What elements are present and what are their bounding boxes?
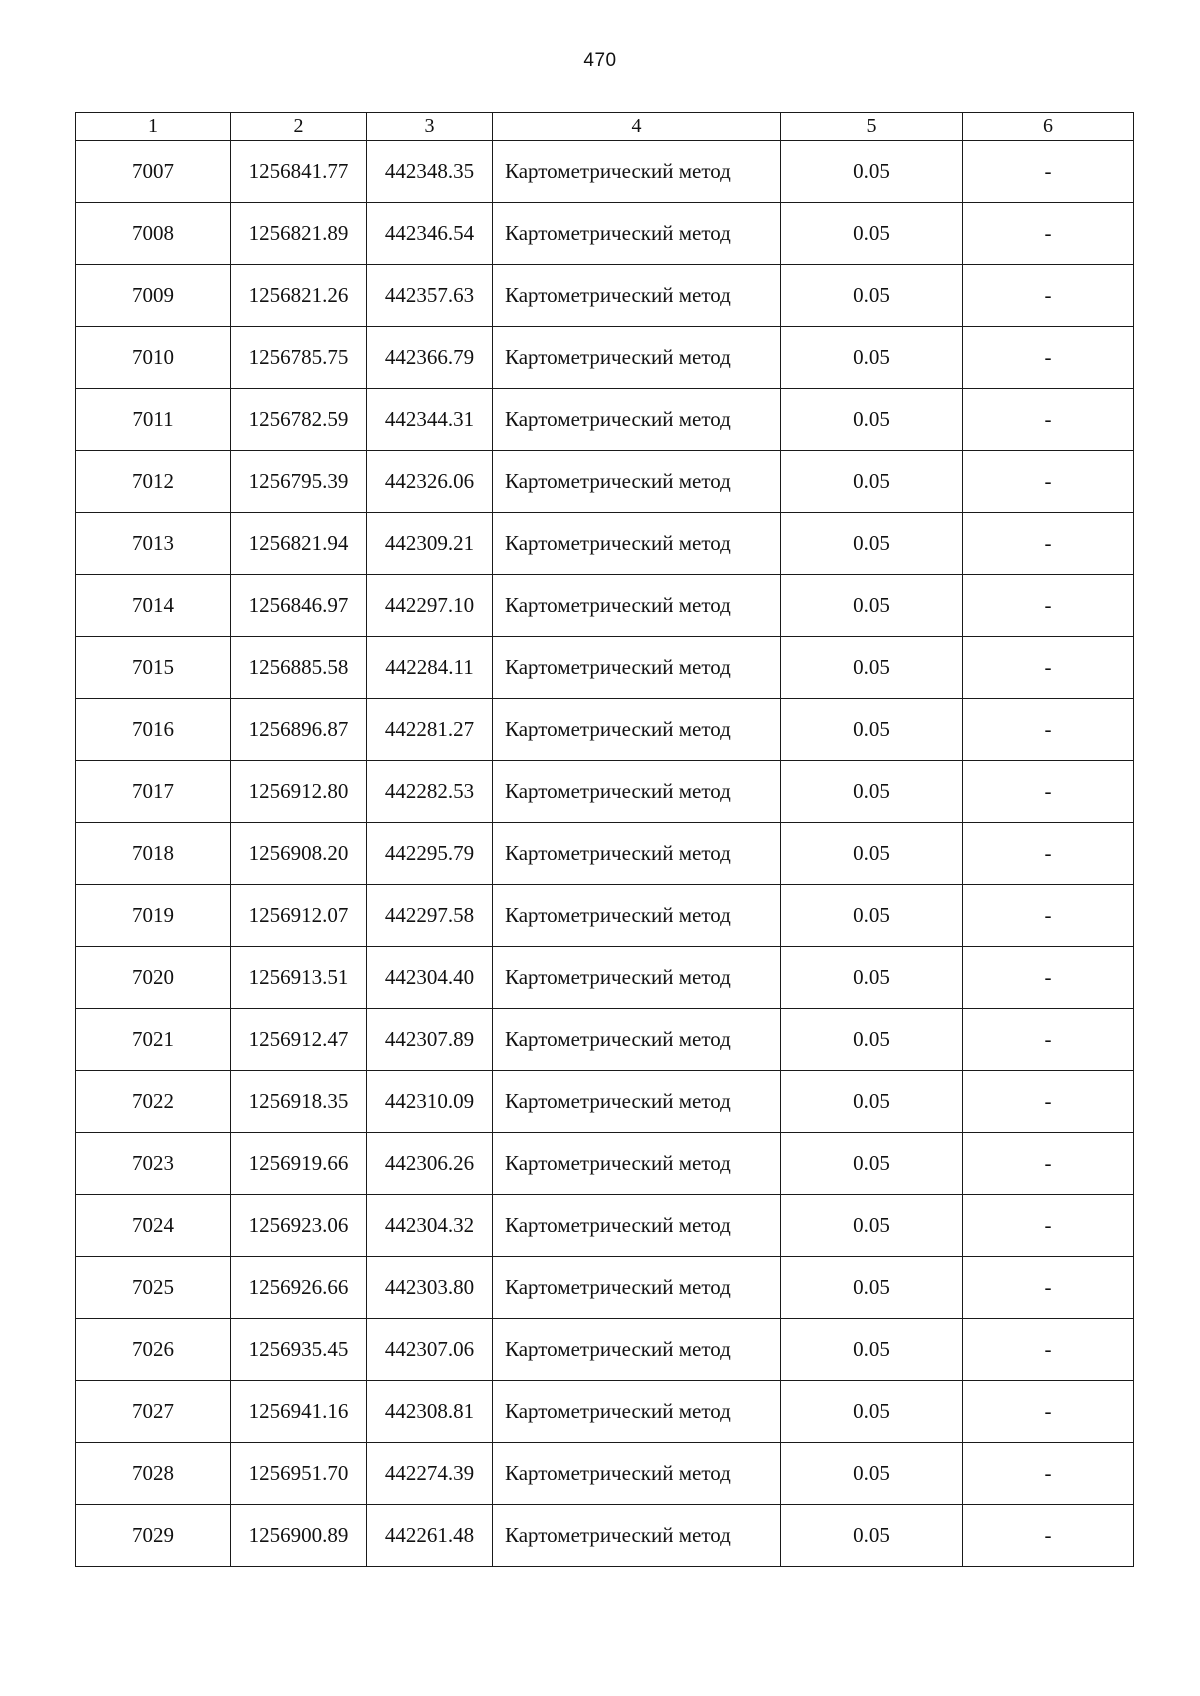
x-coordinate-cell: 1256795.39: [231, 451, 367, 513]
x-coordinate-cell: 1256896.87: [231, 699, 367, 761]
method-cell: Картометрический метод: [493, 761, 781, 823]
method-cell: Картометрический метод: [493, 389, 781, 451]
y-coordinate-cell: 442309.21: [367, 513, 493, 575]
point-number-cell: 7012: [76, 451, 231, 513]
y-coordinate-cell: 442308.81: [367, 1381, 493, 1443]
accuracy-cell: 0.05: [781, 265, 963, 327]
note-cell: -: [963, 1195, 1134, 1257]
table-row: [76, 1195, 1134, 1257]
method-cell: Картометрический метод: [493, 947, 781, 1009]
y-coordinate-cell: 442348.35: [367, 141, 493, 203]
table-header-row: [76, 113, 1134, 141]
accuracy-cell: 0.05: [781, 513, 963, 575]
y-coordinate-cell: 442366.79: [367, 327, 493, 389]
point-number-cell: 7007: [76, 141, 231, 203]
accuracy-cell: 0.05: [781, 389, 963, 451]
table-body: [76, 141, 1134, 1567]
x-coordinate-cell: 1256923.06: [231, 1195, 367, 1257]
note-cell: -: [963, 1443, 1134, 1505]
note-cell: -: [963, 761, 1134, 823]
y-coordinate-cell: 442344.31: [367, 389, 493, 451]
accuracy-cell: 0.05: [781, 1319, 963, 1381]
x-coordinate-cell: 1256821.94: [231, 513, 367, 575]
point-number-cell: 7029: [76, 1505, 231, 1567]
point-number-cell: 7017: [76, 761, 231, 823]
point-number-cell: 7011: [76, 389, 231, 451]
y-coordinate-cell: 442306.26: [367, 1133, 493, 1195]
table-row: [76, 885, 1134, 947]
point-number-cell: 7019: [76, 885, 231, 947]
note-cell: -: [963, 699, 1134, 761]
x-coordinate-cell: 1256913.51: [231, 947, 367, 1009]
accuracy-cell: 0.05: [781, 1381, 963, 1443]
method-cell: Картометрический метод: [493, 1257, 781, 1319]
x-coordinate-cell: 1256912.47: [231, 1009, 367, 1071]
table-row: [76, 761, 1134, 823]
note-cell: -: [963, 1009, 1134, 1071]
table-row: [76, 513, 1134, 575]
x-coordinate-cell: 1256900.89: [231, 1505, 367, 1567]
accuracy-cell: 0.05: [781, 203, 963, 265]
accuracy-cell: 0.05: [781, 699, 963, 761]
x-coordinate-cell: 1256926.66: [231, 1257, 367, 1319]
method-cell: Картометрический метод: [493, 1009, 781, 1071]
column-header: 5: [781, 113, 963, 141]
note-cell: -: [963, 575, 1134, 637]
y-coordinate-cell: 442346.54: [367, 203, 493, 265]
method-cell: Картометрический метод: [493, 1505, 781, 1567]
x-coordinate-cell: 1256908.20: [231, 823, 367, 885]
method-cell: Картометрический метод: [493, 451, 781, 513]
y-coordinate-cell: 442326.06: [367, 451, 493, 513]
table-row: [76, 575, 1134, 637]
note-cell: -: [963, 1071, 1134, 1133]
method-cell: Картометрический метод: [493, 203, 781, 265]
table-row: [76, 451, 1134, 513]
method-cell: Картометрический метод: [493, 1443, 781, 1505]
method-cell: Картометрический метод: [493, 1319, 781, 1381]
x-coordinate-cell: 1256846.97: [231, 575, 367, 637]
method-cell: Картометрический метод: [493, 513, 781, 575]
y-coordinate-cell: 442310.09: [367, 1071, 493, 1133]
x-coordinate-cell: 1256919.66: [231, 1133, 367, 1195]
method-cell: Картометрический метод: [493, 1133, 781, 1195]
column-header: 1: [76, 113, 231, 141]
y-coordinate-cell: 442281.27: [367, 699, 493, 761]
x-coordinate-cell: 1256951.70: [231, 1443, 367, 1505]
x-coordinate-cell: 1256912.07: [231, 885, 367, 947]
note-cell: -: [963, 1319, 1134, 1381]
table-row: [76, 1443, 1134, 1505]
y-coordinate-cell: 442307.06: [367, 1319, 493, 1381]
accuracy-cell: 0.05: [781, 1133, 963, 1195]
accuracy-cell: 0.05: [781, 327, 963, 389]
method-cell: Картометрический метод: [493, 1195, 781, 1257]
y-coordinate-cell: 442304.40: [367, 947, 493, 1009]
y-coordinate-cell: 442297.10: [367, 575, 493, 637]
y-coordinate-cell: 442295.79: [367, 823, 493, 885]
note-cell: -: [963, 885, 1134, 947]
method-cell: Картометрический метод: [493, 265, 781, 327]
accuracy-cell: 0.05: [781, 141, 963, 203]
accuracy-cell: 0.05: [781, 1195, 963, 1257]
table-row: [76, 637, 1134, 699]
point-number-cell: 7027: [76, 1381, 231, 1443]
point-number-cell: 7018: [76, 823, 231, 885]
note-cell: -: [963, 1133, 1134, 1195]
point-number-cell: 7020: [76, 947, 231, 1009]
table-row: [76, 1505, 1134, 1567]
point-number-cell: 7015: [76, 637, 231, 699]
page-number: 470: [583, 50, 617, 71]
note-cell: -: [963, 203, 1134, 265]
table-row: [76, 1071, 1134, 1133]
note-cell: -: [963, 513, 1134, 575]
x-coordinate-cell: 1256821.89: [231, 203, 367, 265]
x-coordinate-cell: 1256782.59: [231, 389, 367, 451]
y-coordinate-cell: 442282.53: [367, 761, 493, 823]
point-number-cell: 7025: [76, 1257, 231, 1319]
x-coordinate-cell: 1256821.26: [231, 265, 367, 327]
table-row: [76, 1133, 1134, 1195]
point-number-cell: 7021: [76, 1009, 231, 1071]
point-number-cell: 7023: [76, 1133, 231, 1195]
accuracy-cell: 0.05: [781, 947, 963, 1009]
accuracy-cell: 0.05: [781, 885, 963, 947]
accuracy-cell: 0.05: [781, 637, 963, 699]
accuracy-cell: 0.05: [781, 1443, 963, 1505]
table-row: [76, 265, 1134, 327]
x-coordinate-cell: 1256912.80: [231, 761, 367, 823]
table-row: [76, 389, 1134, 451]
y-coordinate-cell: 442261.48: [367, 1505, 493, 1567]
table-row: [76, 141, 1134, 203]
point-number-cell: 7016: [76, 699, 231, 761]
note-cell: -: [963, 637, 1134, 699]
note-cell: -: [963, 327, 1134, 389]
column-header: 3: [367, 113, 493, 141]
x-coordinate-cell: 1256785.75: [231, 327, 367, 389]
point-number-cell: 7013: [76, 513, 231, 575]
x-coordinate-cell: 1256885.58: [231, 637, 367, 699]
note-cell: -: [963, 1257, 1134, 1319]
accuracy-cell: 0.05: [781, 451, 963, 513]
method-cell: Картометрический метод: [493, 141, 781, 203]
accuracy-cell: 0.05: [781, 575, 963, 637]
method-cell: Картометрический метод: [493, 699, 781, 761]
note-cell: -: [963, 389, 1134, 451]
point-number-cell: 7009: [76, 265, 231, 327]
note-cell: -: [963, 1505, 1134, 1567]
y-coordinate-cell: 442274.39: [367, 1443, 493, 1505]
y-coordinate-cell: 442357.63: [367, 265, 493, 327]
accuracy-cell: 0.05: [781, 1257, 963, 1319]
y-coordinate-cell: 442303.80: [367, 1257, 493, 1319]
table-row: [76, 1257, 1134, 1319]
accuracy-cell: 0.05: [781, 1071, 963, 1133]
note-cell: -: [963, 265, 1134, 327]
accuracy-cell: 0.05: [781, 823, 963, 885]
note-cell: -: [963, 947, 1134, 1009]
y-coordinate-cell: 442304.32: [367, 1195, 493, 1257]
point-number-cell: 7014: [76, 575, 231, 637]
table-row: [76, 327, 1134, 389]
y-coordinate-cell: 442307.89: [367, 1009, 493, 1071]
x-coordinate-cell: 1256841.77: [231, 141, 367, 203]
accuracy-cell: 0.05: [781, 1009, 963, 1071]
method-cell: Картометрический метод: [493, 327, 781, 389]
point-number-cell: 7028: [76, 1443, 231, 1505]
table-row: [76, 1381, 1134, 1443]
point-number-cell: 7010: [76, 327, 231, 389]
table-row: [76, 947, 1134, 1009]
table-row: [76, 823, 1134, 885]
method-cell: Картометрический метод: [493, 575, 781, 637]
point-number-cell: 7024: [76, 1195, 231, 1257]
x-coordinate-cell: 1256935.45: [231, 1319, 367, 1381]
point-number-cell: 7022: [76, 1071, 231, 1133]
column-header: 6: [963, 113, 1134, 141]
table-row: [76, 203, 1134, 265]
y-coordinate-cell: 442297.58: [367, 885, 493, 947]
column-header: 4: [493, 113, 781, 141]
column-header: 2: [231, 113, 367, 141]
table-row: [76, 1319, 1134, 1381]
coordinates-table: [75, 112, 1134, 1567]
method-cell: Картометрический метод: [493, 1071, 781, 1133]
method-cell: Картометрический метод: [493, 637, 781, 699]
point-number-cell: 7008: [76, 203, 231, 265]
method-cell: Картометрический метод: [493, 885, 781, 947]
x-coordinate-cell: 1256918.35: [231, 1071, 367, 1133]
note-cell: -: [963, 451, 1134, 513]
x-coordinate-cell: 1256941.16: [231, 1381, 367, 1443]
method-cell: Картометрический метод: [493, 823, 781, 885]
table-row: [76, 699, 1134, 761]
accuracy-cell: 0.05: [781, 1505, 963, 1567]
y-coordinate-cell: 442284.11: [367, 637, 493, 699]
table-row: [76, 1009, 1134, 1071]
note-cell: -: [963, 141, 1134, 203]
accuracy-cell: 0.05: [781, 761, 963, 823]
note-cell: -: [963, 823, 1134, 885]
note-cell: -: [963, 1381, 1134, 1443]
point-number-cell: 7026: [76, 1319, 231, 1381]
method-cell: Картометрический метод: [493, 1381, 781, 1443]
